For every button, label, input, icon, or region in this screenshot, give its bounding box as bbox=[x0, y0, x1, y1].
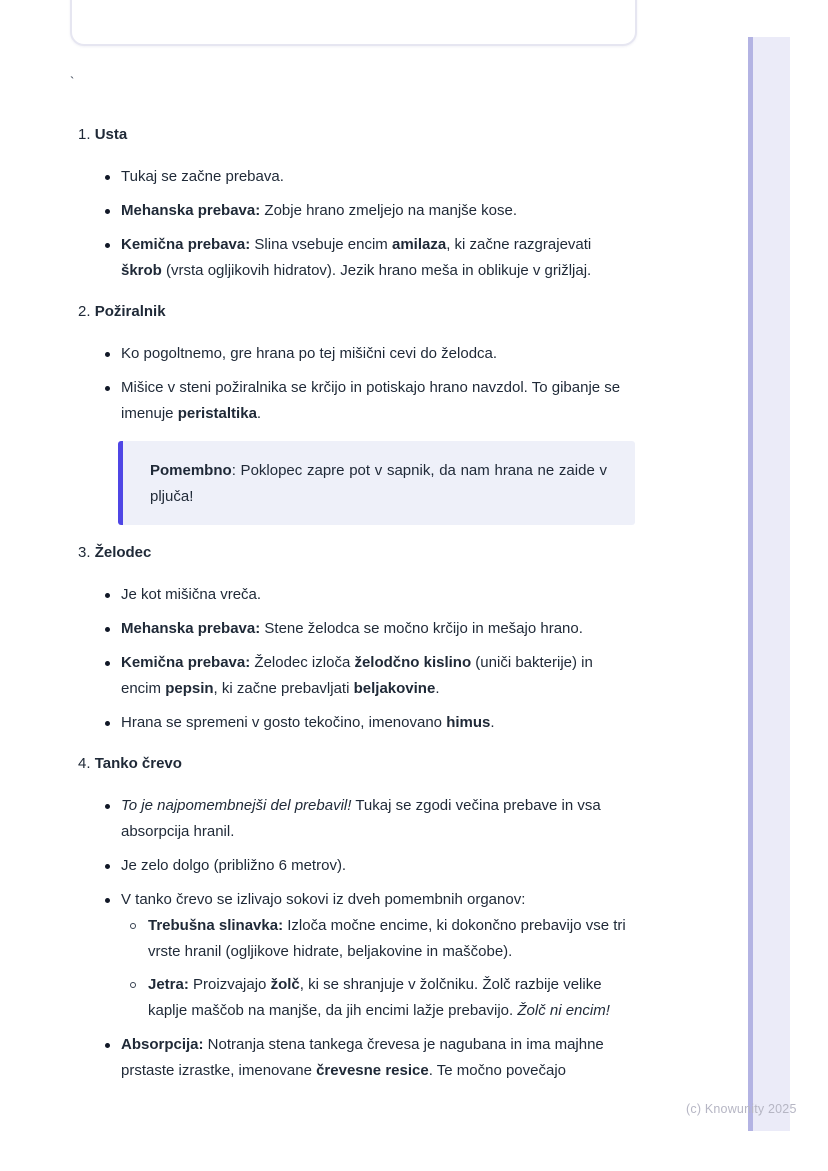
list-item: Hrana se spremeni v gosto tekočino, imenovano himus. bbox=[121, 710, 635, 736]
nested-list-item: Trebušna slinavka: Izloča močne encime, ki dokončno prebavijo vse tri vrste hranil (ogljikove hidrate, beljakovine in maščobe). bbox=[148, 913, 635, 965]
list-item: Je kot mišična vreča. bbox=[121, 582, 635, 608]
section-poziralnik bbox=[78, 299, 635, 525]
list-item: Mehanska prebava: Zobje hrano zmeljejo na manjše kose. bbox=[121, 198, 635, 224]
list-item: Kemična prebava: Želodec izloča želodčno kislino (uniči bakterije) in encim pepsin, ki začne prebavljati beljakovine. bbox=[121, 650, 635, 702]
section-number: 3. bbox=[78, 544, 91, 561]
side-strip bbox=[748, 37, 790, 1131]
section-number: 1. bbox=[78, 126, 91, 143]
section-title: Požiralnik bbox=[94, 303, 166, 320]
important-callout: Pomembno: Poklopec zapre pot v sapnik, da nam hrana ne zaide v pljuča! bbox=[118, 441, 635, 525]
nested-list-item: Jetra: Proizvajajo žolč, ki se shranjuje v žolčniku. Žolč razbije velike kaplje maščob na manjše, da jih encimi lažje prebavijo. Žolč ni encim! bbox=[148, 972, 635, 1024]
section-heading bbox=[78, 540, 635, 566]
nested-bullet-list bbox=[121, 913, 635, 1024]
list-item: Absorpcija: Notranja stena tankega črevesa je nagubana in ima majhne prstaste izrastke, imenovane črevesne resice. Te močno povečajo bbox=[121, 1032, 635, 1084]
section-title: Želodec bbox=[94, 544, 152, 561]
bullet-list bbox=[78, 341, 635, 427]
bullet-list bbox=[78, 793, 635, 1084]
section-heading bbox=[78, 299, 635, 325]
section-title: Usta bbox=[94, 126, 128, 143]
section-tanko-crevo bbox=[78, 751, 635, 1084]
section-heading bbox=[78, 122, 635, 148]
list-item: Kemična prebava: Slina vsebuje encim amilaza, ki začne razgrajevati škrob (vrsta ogljikovih hidratov). Jezik hrano meša in oblikuje v grižljaj. bbox=[121, 232, 635, 284]
section-number: 2. bbox=[78, 303, 91, 320]
list-item: Mehanska prebava: Stene želodca se močno krčijo in mešajo hrano. bbox=[121, 616, 635, 642]
list-item: Tukaj se začne prebava. bbox=[121, 164, 635, 190]
bullet-list bbox=[78, 582, 635, 736]
section-title: Tanko črevo bbox=[94, 755, 182, 772]
watermark: (c) Knowunity 2025 bbox=[686, 1102, 797, 1116]
document-content bbox=[78, 122, 635, 1084]
list-item: To je najpomembnejši del prebavil! Tukaj se zgodi večina prebave in vsa absorpcija hranil. bbox=[121, 793, 635, 845]
top-card-bottom-edge bbox=[70, 0, 637, 46]
list-item: V tanko črevo se izlivajo sokovi iz dveh pomembnih organov: Trebušna slinavka: Izloča močne encime, ki dokončno prebavijo vse tri vrste hranil (ogljikove hidrate, beljakovine in maščobe). Jetra: Proizvajajo žolč, ki se shranjuje v žolčniku. Žolč razbije velike kaplje maščob na manjše, da jih encimi lažje prebavijo. Žolč ni encim! bbox=[121, 887, 635, 1024]
section-heading bbox=[78, 751, 635, 777]
list-item: Je zelo dolgo (približno 6 metrov). bbox=[121, 853, 635, 879]
stray-character: ` bbox=[70, 74, 75, 89]
section-usta bbox=[78, 122, 635, 284]
section-zelodec bbox=[78, 540, 635, 736]
list-item: Mišice v steni požiralnika se krčijo in potiskajo hrano navzdol. To gibanje se imenuje peristaltika. bbox=[121, 375, 635, 427]
section-number: 4. bbox=[78, 755, 91, 772]
list-item: Ko pogoltnemo, gre hrana po tej mišični cevi do želodca. bbox=[121, 341, 635, 367]
bullet-list bbox=[78, 164, 635, 284]
